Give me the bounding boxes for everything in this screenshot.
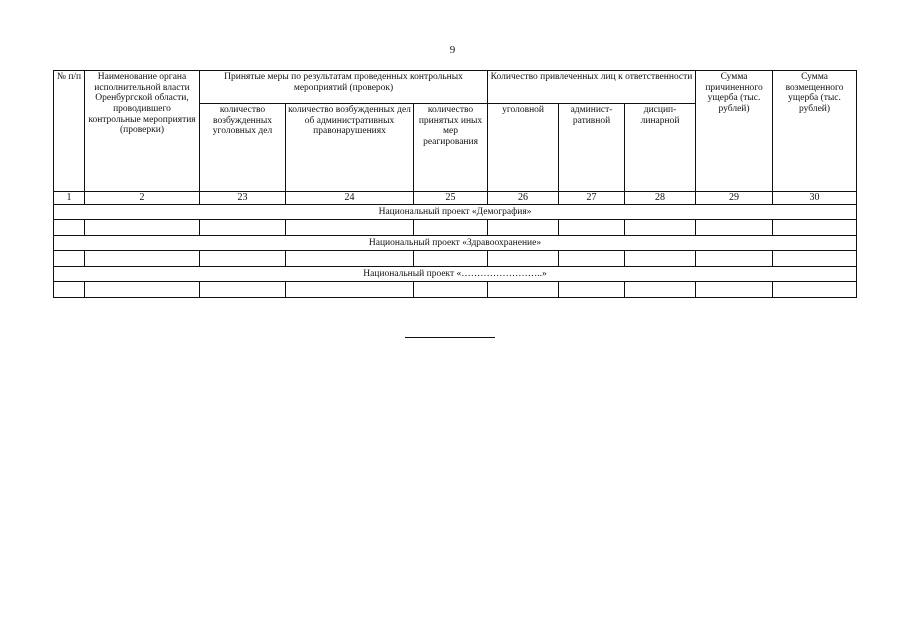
header-administrative-liability: админист-ративной [559,104,625,192]
table-row [54,251,857,267]
table-cell [625,220,696,236]
table-cell [414,251,488,267]
header-criminal-cases: количество возбужденных уголовных дел [200,104,286,192]
table-row [54,220,857,236]
column-number: 2 [85,192,200,205]
table-cell [488,282,559,298]
column-number: 27 [559,192,625,205]
table-cell [773,220,857,236]
header-disciplinary-liability: дисцип-линарной [625,104,696,192]
table-cell [696,251,773,267]
column-number: 25 [414,192,488,205]
table-cell [286,251,414,267]
table-cell [773,282,857,298]
section-title: Национальный проект «Демография» [54,205,857,220]
section-row-demography [54,205,857,220]
column-number: 23 [200,192,286,205]
section-row-other [54,267,857,282]
column-number: 28 [625,192,696,205]
column-number: 30 [773,192,857,205]
header-damage-caused: Сумма причиненного ущерба (тыс. рублей) [696,71,773,192]
header-liability-group: Количество привлеченных лиц к ответственности [488,71,696,104]
header-admin-cases: количество возбужденных дел об административных правонарушениях [286,104,414,192]
header-num: № п/п [54,71,85,192]
column-number: 24 [286,192,414,205]
table-row [54,282,857,298]
table-cell [559,220,625,236]
table-cell [200,282,286,298]
column-number: 1 [54,192,85,205]
table-cell [414,282,488,298]
table-cell [414,220,488,236]
table-cell [286,220,414,236]
table-cell [696,282,773,298]
table-cell [559,282,625,298]
table-cell [200,220,286,236]
table-cell [85,251,200,267]
table-cell [85,282,200,298]
table-cell [54,251,85,267]
column-number: 26 [488,192,559,205]
table-cell [85,220,200,236]
closing-divider-line [405,337,495,338]
section-row-healthcare [54,236,857,251]
report-table [53,70,857,298]
table-cell [488,251,559,267]
header-row-1 [54,71,857,104]
header-damage-recovered: Сумма возмещенного ущерба (тыс. рублей) [773,71,857,192]
page-number: 9 [449,44,456,56]
header-measures-group: Принятые меры по результатам проведенных контрольных мероприятий (проверок) [200,71,488,104]
header-criminal-liability: уголовной [488,104,559,192]
table-cell [200,251,286,267]
table-cell [286,282,414,298]
table-cell [773,251,857,267]
table-cell [559,251,625,267]
column-number-row [54,192,857,205]
header-org: Наименование органа исполнительной власти Оренбургской области, проводившего контрольные мероприятия (проверки) [85,71,200,192]
table-cell [54,282,85,298]
table-cell [488,220,559,236]
section-title: Национальный проект «……………………..» [54,267,857,282]
table-cell [625,282,696,298]
section-title: Национальный проект «Здравоохранение» [54,236,857,251]
table-cell [54,220,85,236]
table-cell [625,251,696,267]
column-number: 29 [696,192,773,205]
table-cell [696,220,773,236]
header-other-measures: количество принятых иных мер реагирования [414,104,488,192]
